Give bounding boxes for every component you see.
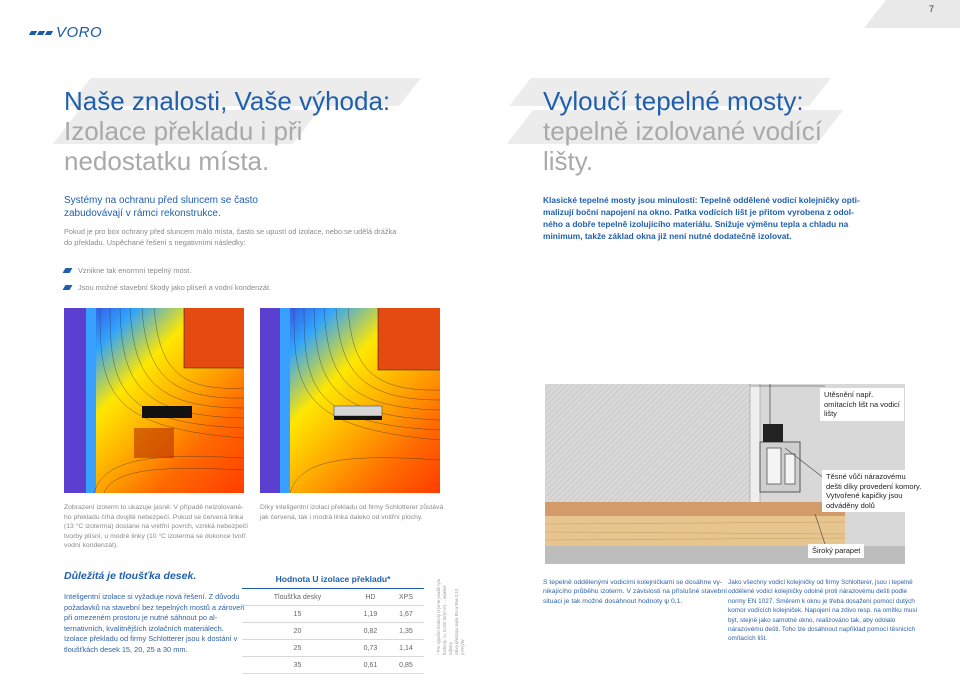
table-cell: 1,67	[388, 606, 424, 623]
callout-rain-tight	[822, 470, 925, 512]
caption2-line2: jak červená, tak i modrá linka daleko od vnitřní plochy.	[260, 513, 423, 521]
left-heading-line3: nedostatku místa.	[64, 146, 270, 176]
right-bottom-text-2	[728, 578, 917, 644]
table-cell: 0,61	[353, 657, 388, 674]
table-cell: 35	[242, 657, 353, 674]
table-header: Tloušťka desky	[242, 589, 353, 606]
thickness-body	[64, 592, 244, 656]
rb1-line3: situaci je tak možné dosáhnout hodnoty ψ 0,1.	[543, 597, 683, 605]
table-cell: 1,35	[388, 623, 424, 640]
callout-wide-sill: Široký parapet	[808, 544, 864, 558]
bullet-icon	[63, 268, 73, 273]
table-cell: 0,85	[388, 657, 424, 674]
right-heading-line2: tepelně izolované vodící	[543, 116, 822, 146]
table-title: Hodnota U izolace překladu*	[242, 570, 424, 589]
caption-uninsulated	[64, 503, 248, 551]
table-cell: 20	[242, 623, 353, 640]
thickness-line6: tloušťkách desek 15, 20, 25 a 30 mm.	[64, 644, 188, 654]
callout-sealing	[820, 388, 904, 421]
caption1-line2: ho překladu číhá dvojité nebezpečí. Pokud se červená linka	[64, 513, 244, 521]
rb2-line7: omítacích lišt.	[728, 635, 768, 643]
callout-sealing-line3: lišty	[824, 409, 837, 418]
table-cell: 0,82	[353, 623, 388, 640]
rb2-line4: komor vodících kolejniček. Napojení na zdivo resp. na omítku musí	[728, 607, 918, 615]
left-lead	[64, 194, 258, 220]
left-heading	[64, 86, 390, 176]
left-lead-line1: Systémy na ochranu před sluncem se často	[64, 195, 258, 206]
left-heading-line2: Izolace překladu i při	[64, 116, 303, 146]
callout-rain-line3: Vytvořené kapičky jsou	[826, 491, 903, 500]
callout-rain-line2: dešti díky provedení komory.	[826, 481, 922, 491]
bullet-text: Vznikne tak enormní tepelný most.	[78, 266, 192, 275]
table-cell: 25	[242, 640, 353, 657]
right-heading	[543, 86, 822, 176]
rb2-line3: normy EN 1027. Směrem k oknu je třeba dosažení pomocí dutých	[728, 597, 915, 605]
caption2-line1: Díky inteligentní izolaci překladu od firmy Schlotterer zůstává	[260, 504, 444, 511]
right-lead-line3: ného a dobře tepelně izolujícího materiálu. Snižuje výměnu tepla a chladu na	[543, 219, 849, 229]
caption1-line1: Zobrazení izoterm to ukazuje jasně: V případě neizolované-	[64, 504, 244, 511]
thickness-line2: požadavků na stavební bez tepelných mostů a zároveň	[64, 602, 245, 612]
caption1-line5: vodní kondenzát).	[64, 542, 119, 550]
page-number: 7	[928, 4, 934, 14]
logo-mark-icon	[30, 31, 52, 35]
callout-sealing-line1: Utěsnění např.	[824, 390, 874, 399]
table-cell: 15	[242, 606, 353, 623]
right-lead-line4: minimum, takže základ okna již není nutné dodatečně izolovat.	[543, 231, 792, 241]
bullet-item	[64, 266, 271, 275]
table-cell: 0,73	[353, 640, 388, 657]
logo-text: VORO	[56, 24, 103, 41]
right-lead-line1: Klasické tepelné mosty jsou minulostí: Tepelně oddělené vodicí kolejničky opti-	[543, 195, 860, 205]
rb2-line5: být, stejně jako samotné okno, realizováno tak, aby odolalo	[728, 616, 896, 624]
thickness-line5: Izolace překladu od firmy Schlotterer jsou k dostání v	[64, 634, 238, 644]
callout-rain-line4: odváděny dolů	[826, 500, 875, 510]
rb1-line2: nikajícího průběhu izoterm. V závislosti na příslušné stavební	[543, 588, 727, 596]
table-cell: 1,14	[388, 640, 424, 657]
table-header: HD	[353, 589, 388, 606]
footnote-line1: * Pro výpočet hodnoty U jsme použili tyto	[436, 578, 441, 655]
u-value-table	[242, 570, 424, 674]
table-row	[242, 640, 424, 657]
right-heading-line1: Vyloučí tepelné mosty:	[543, 86, 804, 116]
corner-stripe	[864, 0, 960, 28]
right-lead	[543, 194, 860, 242]
thickness-line4: ternativních, kvalitnějších izolačních materiálech.	[64, 623, 224, 633]
bullet-item	[64, 283, 271, 292]
callout-rain-line1: Těsné vůči nárazovému	[826, 472, 906, 481]
left-body	[64, 227, 396, 248]
rb2-line6: nárazovému dešti. Toho lze dosáhnout například pomocí těsnicích	[728, 626, 916, 634]
caption-insulated	[260, 503, 443, 522]
left-lead-line2: zabudovávají v rámci rekonstrukce.	[64, 208, 221, 219]
right-heading-line3: lišty.	[543, 146, 594, 176]
table-row	[242, 623, 424, 640]
table-row	[242, 657, 424, 674]
voro-logo	[30, 24, 102, 41]
left-bullets	[64, 266, 271, 292]
thickness-line3: při omezeném prostoru je nutné sáhnout po al-	[64, 613, 218, 623]
right-lead-line2: malizují boční napojení na okno. Patka vodících lišt je přitom vyrobena z odol-	[543, 207, 854, 217]
thickness-line1: Inteligentní izolace si vyžaduje nová řešení. Z důvodu	[64, 592, 240, 601]
rb2-line2: oddělené vodicí kolejničky odolné proti nárazovému dešti podle	[728, 588, 908, 596]
table-row	[242, 606, 424, 623]
callout-sealing-line2: omítacích lišt na vodicí	[824, 399, 900, 409]
caption1-line4: tvorby plísní, u modré linky (10 °C izoterma se dokonce tvoří	[64, 532, 246, 540]
bullet-text: Jsou možné stavební škody jako plíseň a vodní kondenzát.	[78, 283, 272, 292]
table-cell: 1,19	[353, 606, 388, 623]
bullet-icon	[63, 285, 73, 290]
left-body-line1: Pokud je pro box ochrany před sluncem málo místa, často se upustí od izolace, nebo se udělá drážka	[64, 227, 397, 236]
left-heading-line1: Naše znalosti, Vaše výhoda:	[64, 86, 391, 116]
isotherm-image-insulated	[260, 308, 440, 493]
table-footnote	[436, 575, 466, 655]
isotherm-image-uninsulated	[64, 308, 244, 493]
thickness-heading: Důležitá je tloušťka desek.	[64, 570, 197, 582]
left-body-line2: do překladu. Uspěchané řešení s negativními následky:	[64, 237, 246, 247]
rb2-line1: Jako všechny vodicí kolejničky od firmy Schlotterer, jsou i tepelně	[728, 579, 913, 586]
rb1-line1: S tepelně oddělenými vodicími kolejničkami se dosáhne vy-	[543, 579, 723, 586]
footnote-line2: hodnoty: λ= 0,026 W/(m·K) ... tepelné odpory	[442, 585, 453, 655]
caption1-line3: (13 °C izoterma) dostane na vnitřní povrch, vzniká nebezpečí	[64, 523, 249, 531]
footnote-line3: zdiva přestupu tepla Rsi a Rse 0,13 (m²K)/W	[454, 588, 465, 655]
right-bottom-text-1	[543, 578, 727, 606]
table-header: XPS	[388, 589, 424, 606]
